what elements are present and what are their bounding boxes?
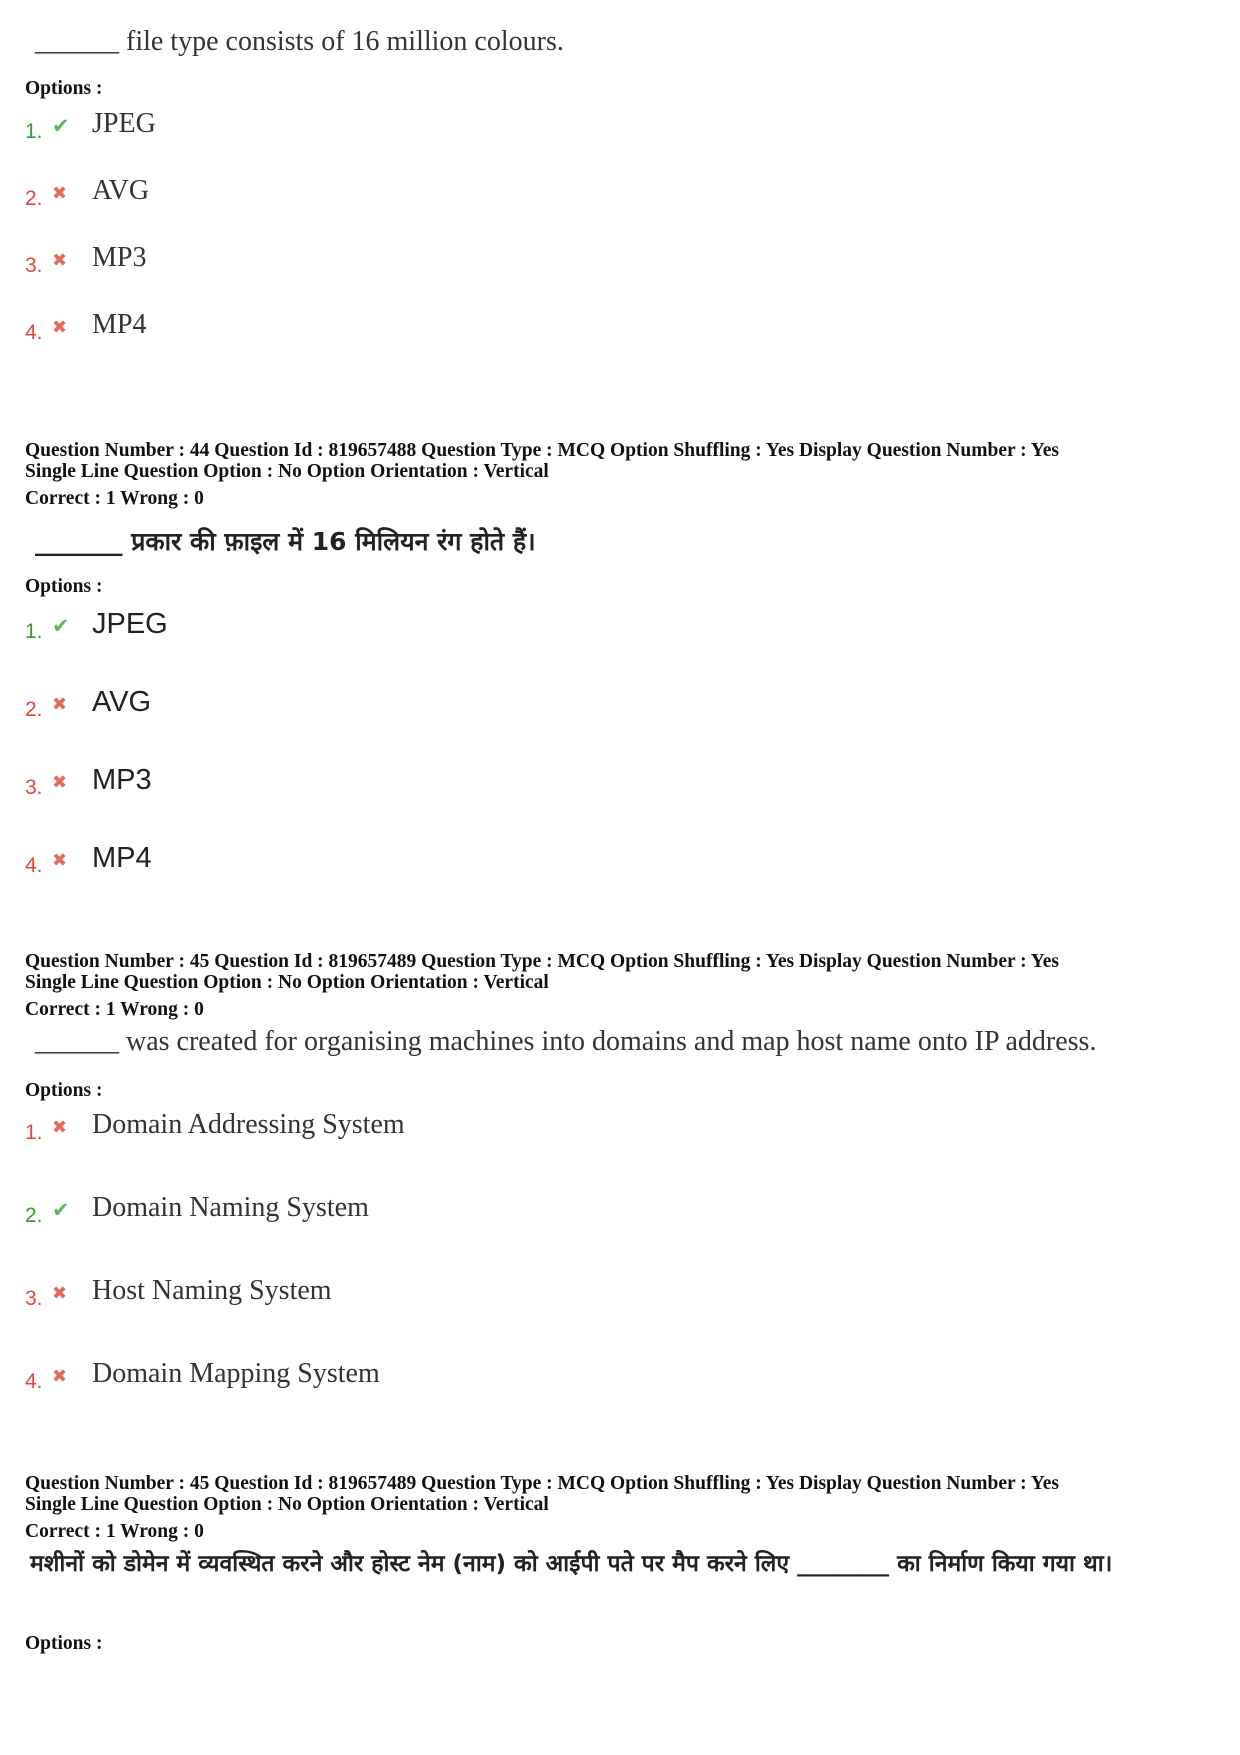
option-text: JPEG: [92, 608, 168, 640]
option-1: [25, 108, 725, 148]
option-number: 2.: [25, 1204, 43, 1227]
meta-line-2: Single Line Question Option : No Option Orientation : Vertical: [25, 972, 549, 993]
option-4: [25, 842, 725, 882]
option-3: [25, 242, 725, 282]
question-text: _______ प्रकार की फ़ाइल में 16 मिलियन रंग होते हैं।: [35, 527, 536, 556]
cross-icon: ✖: [52, 1117, 68, 1138]
option-number: 3.: [25, 776, 43, 799]
question-meta: [25, 1473, 1215, 1542]
option-1: [25, 1109, 725, 1149]
options-label: Options :: [25, 576, 103, 597]
meta-line-1: Question Number : 45 Question Id : 819657489 Question Type : MCQ Option Shuffling : Yes Display Question Number : Yes: [25, 951, 1059, 972]
options-label: Options :: [25, 1633, 103, 1654]
question-meta: [25, 951, 1215, 1020]
option-number: 4.: [25, 854, 43, 877]
option-2: [25, 175, 725, 215]
check-icon: ✔: [52, 1198, 70, 1222]
check-icon: ✔: [52, 114, 70, 138]
option-text: MP3: [92, 242, 147, 273]
option-number: 4.: [25, 1370, 43, 1393]
cross-icon: ✖: [52, 850, 68, 871]
cross-icon: ✖: [52, 1283, 68, 1304]
option-number: 3.: [25, 254, 43, 277]
option-number: 1.: [25, 620, 43, 643]
score-line: Correct : 1 Wrong : 0: [25, 999, 204, 1020]
option-text: MP4: [92, 309, 147, 340]
option-text: MP4: [92, 842, 152, 874]
option-number: 2.: [25, 698, 43, 721]
option-text: Domain Mapping System: [92, 1358, 380, 1389]
option-text: Domain Addressing System: [92, 1109, 405, 1140]
options-label: Options :: [25, 78, 103, 99]
option-text: Domain Naming System: [92, 1192, 369, 1223]
option-text: Host Naming System: [92, 1275, 332, 1306]
question-text: ______ file type consists of 16 million colours.: [35, 26, 564, 57]
option-text: MP3: [92, 764, 152, 796]
cross-icon: ✖: [52, 317, 68, 338]
option-number: 4.: [25, 321, 43, 344]
option-1: [25, 608, 725, 648]
meta-line-1: Question Number : 45 Question Id : 819657489 Question Type : MCQ Option Shuffling : Yes Display Question Number : Yes: [25, 1473, 1059, 1494]
meta-line-2: Single Line Question Option : No Option Orientation : Vertical: [25, 461, 549, 482]
option-3: [25, 764, 725, 804]
meta-line-2: Single Line Question Option : No Option Orientation : Vertical: [25, 1494, 549, 1515]
option-number: 3.: [25, 1287, 43, 1310]
cross-icon: ✖: [52, 694, 68, 715]
check-icon: ✔: [52, 614, 70, 638]
question-meta: [25, 440, 1215, 509]
score-line: Correct : 1 Wrong : 0: [25, 1521, 204, 1542]
option-text: JPEG: [92, 108, 156, 139]
cross-icon: ✖: [52, 1366, 68, 1387]
cross-icon: ✖: [52, 183, 68, 204]
option-number: 1.: [25, 120, 43, 143]
option-2: [25, 686, 725, 726]
option-number: 2.: [25, 187, 43, 210]
cross-icon: ✖: [52, 772, 68, 793]
option-3: [25, 1275, 725, 1315]
cross-icon: ✖: [52, 250, 68, 271]
question-text: मशीनों को डोमेन में व्यवस्थित करने और होस्ट नेम (नाम) को आईपी पते पर मैप करने लिए ________ का निर्माण किया गया था।: [30, 1551, 1113, 1577]
option-2: [25, 1192, 725, 1232]
option-text: AVG: [92, 175, 150, 206]
score-line: Correct : 1 Wrong : 0: [25, 488, 204, 509]
option-4: [25, 1358, 725, 1398]
option-text: AVG: [92, 686, 152, 718]
question-text: ______ was created for organising machines into domains and map host name onto IP address.: [35, 1026, 1097, 1057]
options-label: Options :: [25, 1080, 103, 1101]
option-4: [25, 309, 725, 349]
meta-line-1: Question Number : 44 Question Id : 819657488 Question Type : MCQ Option Shuffling : Yes Display Question Number : Yes: [25, 440, 1059, 461]
option-number: 1.: [25, 1121, 43, 1144]
